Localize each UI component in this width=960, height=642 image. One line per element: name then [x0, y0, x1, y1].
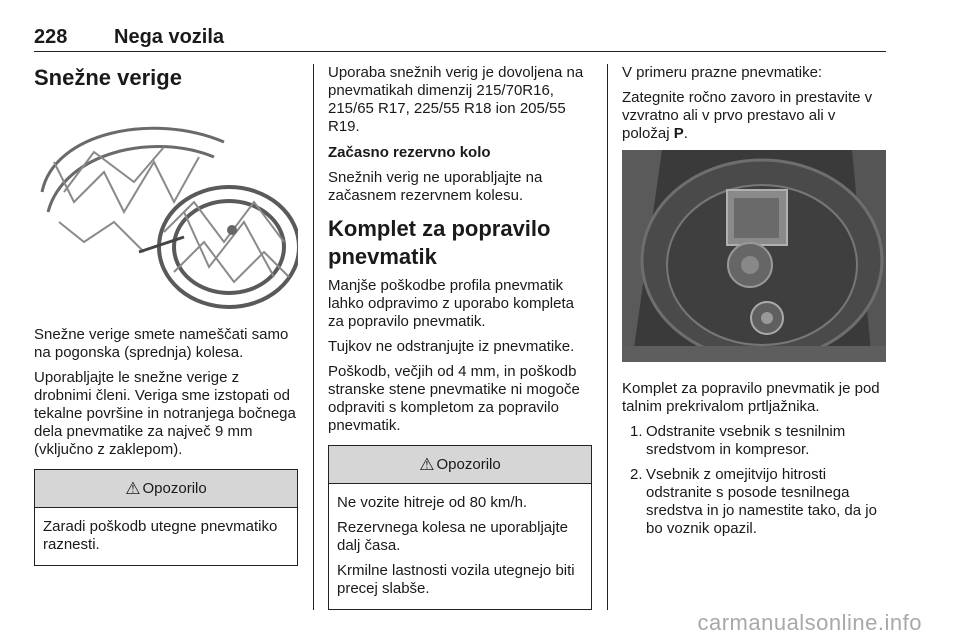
page-header [34, 26, 886, 52]
paragraph: Manjše poškodbe profila pnevmatik lahko odpravimo z uporabo kompleta za popravilo pnevmatik. [328, 277, 574, 330]
warning-box [34, 469, 298, 566]
snow-chains-illustration [34, 102, 298, 314]
paragraph: Snežne verige smete nameščati samo na pogonska (sprednja) kolesa. [34, 326, 289, 361]
trunk-tyre-repair-kit-photo [622, 150, 886, 362]
paragraph: Uporaba snežnih verig je dovoljena na pnevmatikah dimenzij 215/70R16, 215/65 R17, 225/55 R18 ion 205/55 R19. [328, 64, 584, 135]
warning-title: Opozorilo [142, 480, 207, 497]
column-divider [313, 64, 314, 610]
warning-header [329, 446, 591, 484]
paragraph: V primeru prazne pnevmatike: [622, 64, 823, 81]
section-heading: Snežne verige [34, 65, 182, 90]
paragraph: Zategnite ročno zavoro in prestavite v vzvratno ali v prvo prestavo ali v položaj P. [622, 89, 873, 142]
warning-icon: ⚠ [419, 454, 435, 474]
paragraph: Komplet za popravilo pnevmatik je pod talnim prekrivalom prtljažnika. [622, 380, 880, 415]
warning-text: Rezervnega kolesa ne uporabljajte dalj časa. [337, 519, 568, 554]
section-heading: Komplet za popravilo pnevmatik [328, 216, 551, 269]
list-item: 2. Vsebnik z omejitvijo hitrosti odstranite s posode tesnilnega sredstva in jo namestite tako, da jo bo voznik opazil. [630, 466, 877, 537]
warning-text: Zaradi poškodb utegne pnevmatiko raznesti. [43, 518, 278, 553]
column-3 [622, 64, 886, 545]
list-item: 1. Odstranite vsebnik s tesnilnim sredstvom in kompresor. [630, 423, 846, 458]
warning-icon: ⚠ [125, 478, 141, 498]
warning-box [328, 445, 592, 610]
column-1 [34, 64, 298, 566]
warning-title: Opozorilo [436, 456, 501, 473]
steps-list [622, 423, 886, 538]
warning-text: Ne vozite hitreje od 80 km/h. [337, 494, 528, 511]
warning-header [35, 470, 297, 508]
subheading: Začasno rezervno kolo [328, 144, 491, 161]
paragraph: Tujkov ne odstranjujte iz pnevmatike. [328, 338, 575, 355]
paragraph: Poškodb, večjih od 4 mm, in poškodb stranske stene pnevmatike ni mogoče odpraviti s kompletom za popravilo pnevmatik. [328, 363, 580, 434]
watermark: carmanualsonline.info [697, 610, 922, 635]
column-2 [328, 64, 592, 610]
paragraph: Snežnih verig ne uporabljajte na začasnem rezervnem kolesu. [328, 169, 543, 204]
column-divider [607, 64, 608, 610]
paragraph: Uporabljajte le snežne verige z drobnimi členi. Veriga sme izstopati od tekalne površine in notranjega bočnega dela pnevmatike za največ 9 mm (vključno z zaklepom). [34, 369, 296, 458]
page-number: 228 [34, 26, 68, 48]
warning-text: Krmilne lastnosti vozila utegnejo biti precej slabše. [337, 562, 575, 597]
section-title: Nega vozila [114, 26, 225, 48]
